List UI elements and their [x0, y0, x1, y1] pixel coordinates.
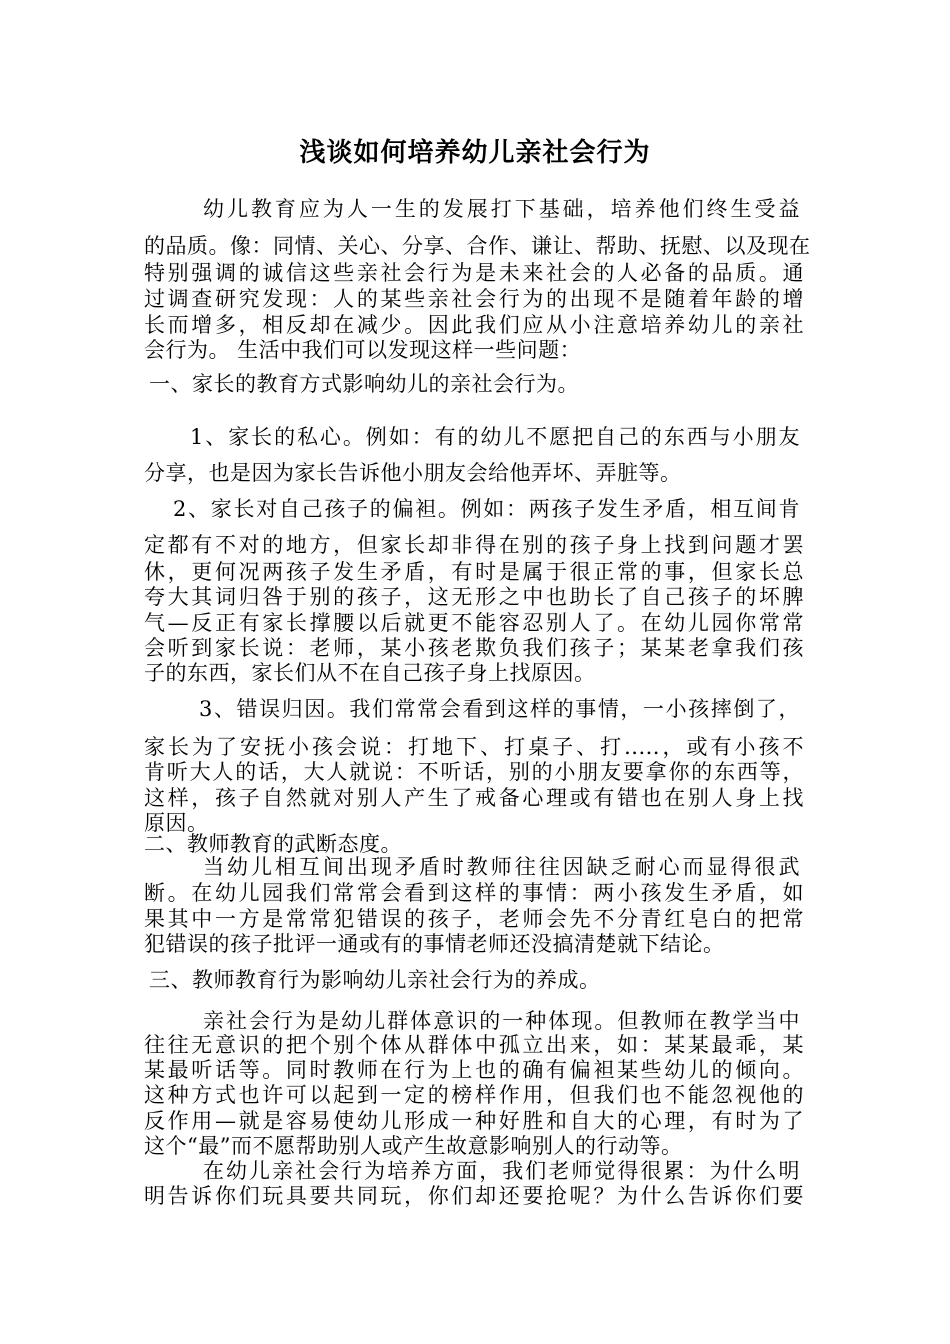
paragraph-line: 休，更何况两孩子发生矛盾，有时是属于很正常的事，但家长总	[144, 560, 804, 584]
paragraph-line: 长而增多，相反却在减少。因此我们应从小注意培养幼儿的亲社	[144, 313, 804, 337]
paragraph-line: 子的东西，家长们从不在自己孩子身上找原因。	[144, 661, 596, 685]
paragraph-line: 当幼儿相互间出现矛盾时教师往往因缺乏耐心而显得很武	[203, 855, 800, 879]
paragraph-line: 往往无意识的把个别个体从群体中孤立出来，如：某某最乖，某	[144, 1033, 804, 1057]
paragraph-line: 亲社会行为是幼儿群体意识的一种体现。但教师在教学当中	[203, 1009, 800, 1033]
paragraph-line: 夸大其词归咎于别的孩子，这无形之中也助长了自己孩子的坏脾	[144, 585, 804, 609]
paragraph-line: 2、家长对自己孩子的偏袒。例如：两孩子发生矛盾，相互间肯	[173, 497, 800, 521]
section-heading: 二、教师教育的武断态度。	[144, 832, 402, 856]
section-heading: 一、家长的教育方式影响幼儿的亲社会行为。	[149, 372, 579, 396]
paragraph-line: 会行为。 生活中我们可以发现这样一些问题：	[144, 338, 582, 362]
paragraph-line: 犯错误的孩子批评一通或有的事情老师还没搞清楚就下结论。	[144, 932, 725, 956]
paragraph-line: 的品质。像：同情、关心、分享、合作、谦让、帮助、抚慰、以及现在	[144, 234, 811, 258]
section-heading: 三、教师教育行为影响幼儿亲社会行为的养成。	[149, 968, 601, 992]
document-title: 浅谈如何培养幼儿亲社会行为	[299, 138, 651, 168]
paragraph-line: 某最听话等。同时教师在行为上也的确有偏袒某些幼儿的倾向。	[144, 1058, 804, 1082]
paragraph-line: 这种方式也许可以起到一定的榜样作用，但我们也不能忽视他的	[144, 1083, 804, 1107]
paragraph-line: 家长为了安抚小孩会说：打地下、打桌子、打.....，或有小孩不	[144, 735, 804, 759]
paragraph-line: 1、家长的私心。例如：有的幼儿不愿把自己的东西与小朋友	[190, 425, 800, 449]
paragraph-line: 原因。	[144, 811, 209, 835]
paragraph-line: 气—反正有家长撑腰以后就更不能容忍别人了。在幼儿园你常常	[144, 611, 804, 635]
paragraph-line: 分享，也是因为家长告诉他小朋友会给他弄坏、弄脏等。	[144, 461, 682, 485]
paragraph-line: 肯听大人的话，大人就说：不听话，别的小朋友要拿你的东西等，	[144, 760, 804, 784]
paragraph-line: 反作用—就是容易使幼儿形成一种好胜和自大的心理，有时为了	[144, 1109, 804, 1133]
paragraph-line: 断。在幼儿园我们常常会看到这样的事情：两小孩发生矛盾，如	[144, 881, 804, 905]
paragraph-line: 过调查研究发现：人的某些亲社会行为的出现不是随着年龄的增	[144, 287, 804, 311]
paragraph-line: 定都有不对的地方，但家长却非得在别的孩子身上找到问题才罢	[144, 533, 804, 557]
paragraph-line: 明告诉你们玩具要共同玩，你们却还要抢呢？为什么告诉你们要	[144, 1184, 804, 1208]
paragraph-line: 3、错误归因。我们常常会看到这样的事情，一小孩摔倒了，	[199, 697, 800, 721]
paragraph-line: 会听到家长说：老师，某小孩老欺负我们孩子；某某老拿我们孩	[144, 636, 804, 660]
paragraph-line: 这样，孩子自然就对别人产生了戒备心理或有错也在别人身上找	[144, 786, 804, 810]
paragraph-line: 这个“最”而不愿帮助别人或产生故意影响别人的行动等。	[144, 1134, 683, 1158]
paragraph-line: 果其中一方是常常犯错误的孩子，老师会先不分青红皂白的把常	[144, 907, 804, 931]
paragraph-line: 幼儿教育应为人一生的发展打下基础，培养他们终生受益	[203, 197, 800, 221]
paragraph-line: 在幼儿亲社会行为培养方面，我们老师觉得很累：为什么明	[203, 1159, 800, 1183]
paragraph-line: 特别强调的诚信这些亲社会行为是未来社会的人必备的品质。通	[144, 261, 804, 285]
